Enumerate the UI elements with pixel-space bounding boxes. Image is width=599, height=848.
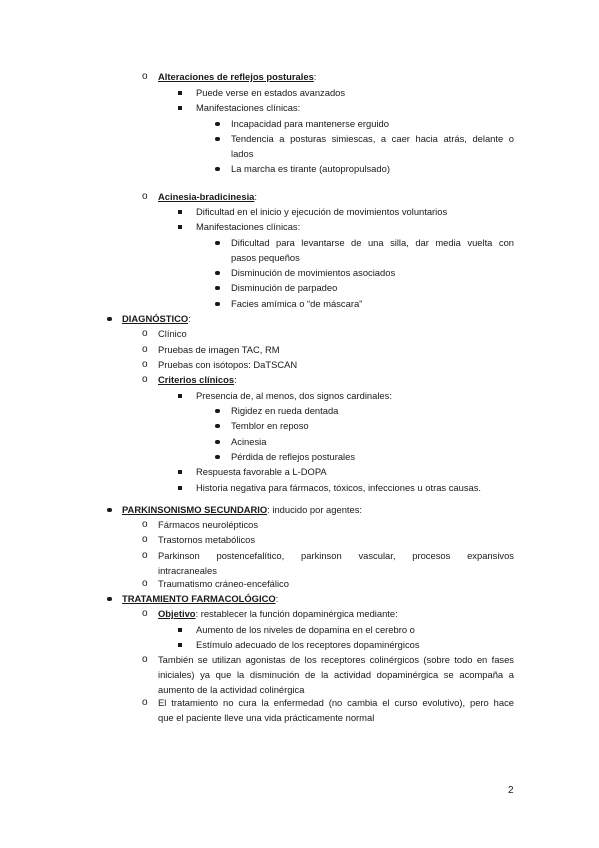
square-bullet-icon — [178, 210, 182, 214]
square-bullet-icon — [178, 394, 182, 398]
list-item — [231, 419, 309, 433]
item-continuation: que el paciente lleve una vida prácticamente normal — [158, 712, 375, 723]
item-heading: DIAGNÓSTICO — [122, 313, 189, 324]
square-bullet-icon — [178, 106, 182, 110]
item-text: La marcha es tirante (autopropulsado) — [231, 163, 390, 174]
square-bullet-icon — [178, 643, 182, 647]
list-item — [158, 190, 257, 204]
list-item — [231, 450, 355, 464]
sub-bullet-o-icon: o — [142, 359, 148, 370]
item-text: Acinesia — [231, 436, 267, 447]
sub-bullet-o-icon: o — [142, 191, 148, 202]
item-text: Dificultad para levantarse de una silla, dar media vuelta con — [231, 237, 514, 248]
item-text: Manifestaciones clínicas: — [196, 221, 301, 232]
list-item — [158, 696, 514, 710]
list-item — [196, 623, 415, 637]
item-text: Trastornos metabólicos — [158, 534, 256, 545]
list-item — [158, 373, 237, 387]
item-text: Clínico — [158, 328, 187, 339]
round-bullet-icon — [215, 424, 220, 429]
list-item — [158, 549, 514, 563]
item-text: Presencia de, al menos, dos signos cardinales: — [196, 390, 392, 401]
item-heading-tail: : — [313, 71, 317, 82]
item-text: Facies amímica o “de máscara” — [231, 298, 363, 309]
item-heading: Alteraciones de reflejos posturales — [158, 71, 314, 82]
list-item — [231, 266, 395, 280]
item-text: Respuesta favorable a L-DOPA — [196, 466, 327, 477]
list-item — [158, 533, 255, 547]
list-item — [158, 327, 187, 341]
sub-bullet-o-icon: o — [142, 519, 148, 530]
round-bullet-icon — [107, 508, 112, 513]
round-bullet-icon — [107, 597, 112, 602]
list-item — [158, 653, 514, 667]
item-text: Pruebas de imagen TAC, RM — [158, 344, 280, 355]
item-text: Disminución de movimientos asociados — [231, 267, 396, 278]
list-item — [158, 70, 316, 84]
list-item — [196, 86, 345, 100]
item-heading: Criterios clínicos — [158, 374, 235, 385]
item-heading-tail: : — [188, 313, 191, 324]
list-item — [158, 343, 280, 357]
item-text: Manifestaciones clínicas: — [196, 102, 301, 113]
list-item — [158, 518, 258, 532]
item-heading-tail: : restablecer la función dopaminérgica mediante: — [195, 608, 398, 619]
list-item — [196, 465, 327, 479]
sub-bullet-o-icon: o — [142, 550, 148, 561]
list-item — [231, 236, 514, 250]
item-heading: Objetivo — [158, 608, 196, 619]
list-item — [231, 117, 389, 131]
list-item — [231, 297, 362, 311]
list-item — [158, 358, 297, 372]
item-continuation: aumento de la actividad colinérgica — [158, 684, 305, 695]
item-text: También se utilizan agonistas de los receptores colinérgicos (sobre todo en fases — [158, 654, 514, 665]
item-text: Historia negativa para fármacos, tóxicos, infecciones u otras causas. — [196, 482, 482, 493]
item-text: Temblor en reposo — [231, 420, 309, 431]
item-text: Tendencia a posturas simiescas, a caer hacia atrás, delante o — [231, 133, 514, 144]
list-item — [122, 312, 191, 326]
item-text: Disminución de parpadeo — [231, 282, 338, 293]
round-bullet-icon — [215, 455, 220, 460]
round-bullet-icon — [215, 122, 220, 127]
round-bullet-icon — [215, 302, 220, 307]
round-bullet-icon — [215, 440, 220, 445]
sub-bullet-o-icon: o — [142, 608, 148, 619]
item-heading-tail: : inducido por agentes: — [267, 504, 363, 515]
list-item — [122, 592, 278, 606]
sub-bullet-o-icon: o — [142, 374, 148, 385]
item-heading-tail: : — [275, 593, 279, 604]
round-bullet-icon — [215, 137, 220, 142]
list-item — [196, 220, 300, 234]
round-bullet-icon — [215, 286, 220, 291]
square-bullet-icon — [178, 628, 182, 632]
item-text: Fármacos neurolépticos — [158, 519, 259, 530]
list-item — [196, 389, 392, 403]
sub-bullet-o-icon: o — [142, 344, 148, 355]
item-heading: PARKINSONISMO SECUNDARIO — [122, 504, 268, 515]
item-heading-tail: : — [234, 374, 237, 385]
list-item — [196, 638, 420, 652]
round-bullet-icon — [107, 317, 112, 322]
item-text: Traumatismo cráneo-encefálico — [158, 578, 289, 589]
square-bullet-icon — [178, 91, 182, 95]
sub-bullet-o-icon: o — [142, 697, 148, 708]
item-text: Puede verse en estados avanzados — [196, 87, 346, 98]
round-bullet-icon — [215, 241, 220, 246]
round-bullet-icon — [215, 409, 220, 414]
list-item — [231, 162, 390, 176]
item-continuation: lados — [231, 148, 254, 159]
item-heading: Acinesia-bradicinesia — [158, 191, 255, 202]
item-text: Estímulo adecuado de los receptores dopaminérgicos — [196, 639, 420, 650]
item-continuation: iniciales) ya que la disminución de la actividad dopaminérgica se acompaña a — [158, 669, 514, 680]
list-item — [196, 205, 447, 219]
list-item — [231, 404, 338, 418]
item-text: El tratamiento no cura la enfermedad (no cambia el curso evolutivo), pero hace — [158, 697, 514, 708]
sub-bullet-o-icon: o — [142, 71, 148, 82]
item-text: Parkinson postencefalítico, parkinson vascular, procesos expansivos — [158, 550, 514, 561]
item-text: Aumento de los niveles de dopamina en el cerebro o — [196, 624, 415, 635]
sub-bullet-o-icon: o — [142, 654, 148, 665]
square-bullet-icon — [178, 470, 182, 474]
sub-bullet-o-icon: o — [142, 534, 148, 545]
list-item — [122, 503, 362, 517]
item-text: Pérdida de reflejos posturales — [231, 451, 356, 462]
item-text: Incapacidad para mantenerse erguido — [231, 118, 389, 129]
list-item — [196, 481, 481, 495]
item-continuation: pasos pequeños — [231, 252, 300, 263]
square-bullet-icon — [178, 486, 182, 490]
list-item — [158, 577, 289, 591]
item-text: Rigidez en rueda dentada — [231, 405, 339, 416]
sub-bullet-o-icon: o — [142, 578, 148, 589]
list-item — [196, 101, 300, 115]
page-number: 2 — [508, 785, 514, 796]
list-item — [231, 281, 337, 295]
item-text: Dificultad en el inicio y ejecución de movimientos voluntarios — [196, 206, 448, 217]
item-heading: TRATAMIENTO FARMACOLÓGICO — [122, 593, 276, 604]
square-bullet-icon — [178, 225, 182, 229]
sub-bullet-o-icon: o — [142, 328, 148, 339]
list-item — [158, 607, 398, 621]
list-item — [231, 132, 514, 146]
item-continuation: intracraneales — [158, 565, 217, 576]
item-heading-tail: : — [254, 191, 258, 202]
round-bullet-icon — [215, 271, 220, 276]
list-item — [231, 435, 266, 449]
round-bullet-icon — [215, 167, 220, 172]
item-text: Pruebas con isótopos: DaTSCAN — [158, 359, 298, 370]
